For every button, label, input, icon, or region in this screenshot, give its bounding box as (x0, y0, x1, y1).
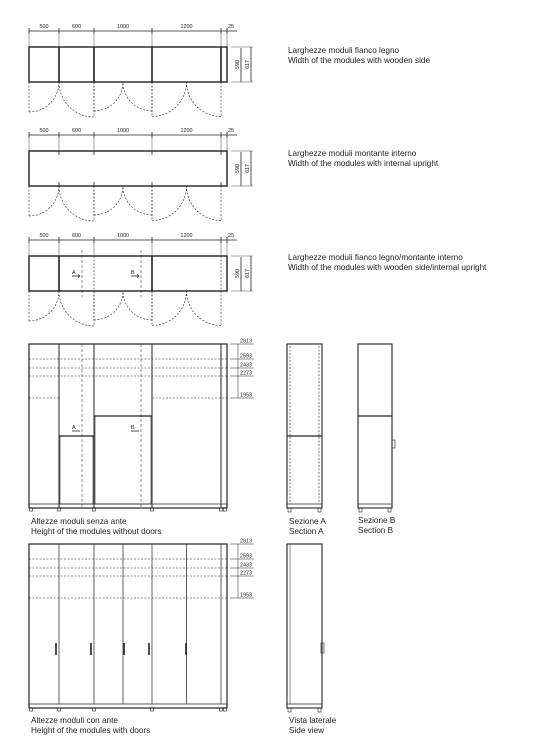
width-label: 25 (228, 233, 234, 239)
section-mark-b: B (131, 425, 135, 431)
elevation-doors-caption (31, 716, 150, 736)
width-label: 1000 (117, 24, 129, 30)
plan-3-caption (288, 253, 486, 273)
plan-1-caption-en: Width of the modules with wooden side (288, 56, 430, 65)
depth-label: 590 (235, 269, 241, 278)
side-view-outline (287, 544, 322, 708)
width-label: 500 (39, 24, 49, 30)
door-swing (94, 186, 123, 215)
door-swing (187, 291, 222, 326)
door-swing (94, 82, 123, 111)
door-swing (59, 291, 94, 326)
side-view (287, 544, 324, 712)
elevation-doors-caption-en: Height of the modules with doors (31, 726, 151, 735)
height-label: 2433 (240, 362, 252, 369)
elevation-without-doors (29, 339, 254, 512)
width-label: 500 (39, 128, 49, 134)
width-label: 600 (72, 24, 81, 30)
depth-label: 590 (235, 164, 241, 173)
side-view-caption-it: Vista laterale (289, 716, 337, 725)
foot (318, 708, 321, 712)
foot (388, 508, 391, 512)
door-swing (59, 186, 94, 221)
plan-body (29, 151, 227, 186)
depth-label: 617 (245, 60, 251, 69)
plan-view-3 (29, 233, 253, 326)
section-mark-a: A (72, 270, 76, 276)
height-label: 1953 (240, 392, 252, 399)
door-swing (59, 82, 94, 117)
side-view-caption-en: Side view (289, 726, 325, 735)
elevation-no-doors-caption (31, 517, 162, 537)
section-b-outline (358, 344, 392, 508)
width-label: 25 (228, 24, 234, 30)
height-label: 2913 (240, 338, 252, 345)
elevation-doors-caption-it: Altezze moduli con ante (31, 716, 118, 725)
depth-label: 590 (235, 60, 241, 69)
width-label: 600 (72, 233, 81, 239)
height-label: 2593 (240, 553, 252, 560)
door-swing (94, 291, 123, 320)
foot (288, 708, 291, 712)
elevation-no-doors-caption-en: Height of the modules without doors (31, 527, 162, 536)
plan-1-caption-it: Larghezze moduli fianco legno (288, 46, 400, 55)
section-a-caption-en: Section A (289, 527, 324, 536)
door-swing (152, 82, 187, 117)
inner-frame (60, 436, 93, 504)
foot (359, 508, 362, 512)
section-b-caption-it: Sezione B (358, 516, 396, 525)
elevation-no-doors-caption-it: Altezze moduli senza ante (31, 517, 127, 526)
plan-view-1 (29, 24, 253, 117)
height-label: 2433 (240, 562, 252, 569)
depth-label: 617 (245, 269, 251, 278)
section-b-caption-en: Section B (358, 526, 394, 535)
plan-view-2 (29, 128, 253, 221)
plan-3-caption-en: Width of the modules with wooden side/internal upright (288, 263, 487, 272)
door-swing (29, 82, 59, 112)
door-swing (123, 291, 152, 320)
width-label: 25 (228, 128, 234, 134)
width-label: 600 (72, 128, 81, 134)
foot (318, 508, 321, 512)
height-label: 1953 (240, 592, 252, 599)
width-label: 1200 (180, 24, 193, 30)
door-swing (152, 186, 187, 221)
height-label: 2273 (240, 570, 252, 577)
door-swing (29, 291, 59, 321)
foot (288, 508, 291, 512)
plan-2-caption (288, 149, 438, 169)
elevation-with-doors (29, 539, 254, 712)
section-b-view (358, 344, 395, 512)
section-mark-b: B (131, 270, 135, 276)
depth-label: 617 (245, 164, 251, 173)
width-label: 1000 (117, 128, 129, 134)
section-a-caption (289, 517, 326, 537)
width-label: 500 (39, 233, 49, 239)
section-a-caption-it: Sezione A (289, 517, 326, 526)
door-swing (123, 186, 152, 215)
width-label: 1000 (117, 233, 129, 239)
plan-2-caption-en: Width of the modules with internal upright (288, 159, 439, 168)
side-view-caption (289, 716, 336, 736)
height-label: 2913 (240, 538, 252, 545)
plan-1-caption (288, 46, 430, 66)
door-swing (187, 82, 222, 117)
height-label: 2273 (240, 370, 252, 377)
width-label: 1200 (180, 128, 193, 134)
door-swing (152, 291, 187, 326)
section-mark-a: A (72, 425, 76, 431)
plan-3-caption-it: Larghezze moduli fianco legno/montante interno (288, 253, 463, 262)
height-label: 2593 (240, 353, 252, 360)
section-a-outline (287, 344, 322, 508)
door-swing (29, 186, 59, 216)
door-swing (123, 82, 152, 111)
width-label: 1200 (180, 233, 193, 239)
inner-frame (95, 416, 151, 504)
plan-views (29, 24, 253, 326)
plan-2-caption-it: Larghezze moduli montante interno (288, 149, 417, 158)
section-b-caption (358, 516, 395, 536)
section-a-view (287, 344, 322, 512)
door-swing (187, 186, 222, 221)
